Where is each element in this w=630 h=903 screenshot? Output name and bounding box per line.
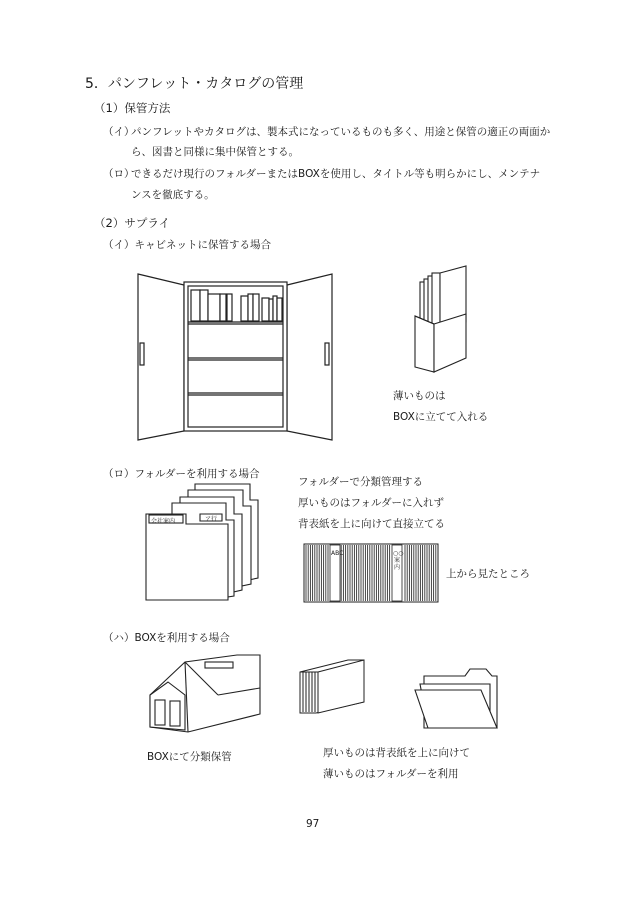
- item-text-i-line2: ら、図書と同様に集中保管とする。: [131, 146, 299, 158]
- item-text-ro-line1: できるだけ現行のフォルダーまたはBOXを使用し、タイトル等も明らかにし、メンテナ: [131, 168, 541, 180]
- subsection-heading-supply: （2）サプライ: [94, 216, 170, 230]
- box-caption-line1: 薄いものは: [393, 390, 446, 402]
- folder-tab-label-company: 会社案内: [151, 518, 176, 525]
- spine-label-catalog: ○○案内: [393, 550, 404, 571]
- subsection-heading-storage-method: （1）保管方法: [94, 101, 171, 115]
- box-storage-caption: BOXにて分類保管: [147, 751, 232, 763]
- folder-note-line3: 背表紙を上に向けて直接立てる: [298, 518, 445, 530]
- page-number: 97: [306, 818, 320, 830]
- folder-tab-label-a-row: ア行: [205, 516, 218, 523]
- case-ha-label: （ハ）BOXを利用する場合: [103, 632, 230, 644]
- item-marker-ro: （ロ）: [103, 168, 135, 180]
- item-text-i-line1: パンフレットやカタログは、製本式になっているものも多く、用途と保管の適正の両面か: [131, 126, 551, 138]
- box-note-line2: 薄いものはフォルダーを利用: [323, 768, 459, 780]
- box-note-line1: 厚いものは背表紙を上に向けて: [323, 747, 470, 759]
- folder-note-line2: 厚いものはフォルダーに入れず: [298, 497, 445, 509]
- section-title: 5．パンフレット・カタログの管理: [85, 76, 304, 92]
- top-view-label: 上から見たところ: [446, 568, 530, 580]
- item-marker-i: （イ）: [103, 126, 135, 138]
- case-i-label: （イ）キャビネットに保管する場合: [103, 239, 271, 251]
- item-text-ro-line2: ンスを徹底する。: [131, 189, 215, 201]
- case-ro-label: （ロ）フォルダーを利用する場合: [103, 468, 260, 480]
- spine-label-abc: ABC: [331, 550, 344, 557]
- folder-note-line1: フォルダーで分類管理する: [298, 476, 424, 488]
- box-caption-line2: BOXに立てて入れる: [393, 411, 489, 423]
